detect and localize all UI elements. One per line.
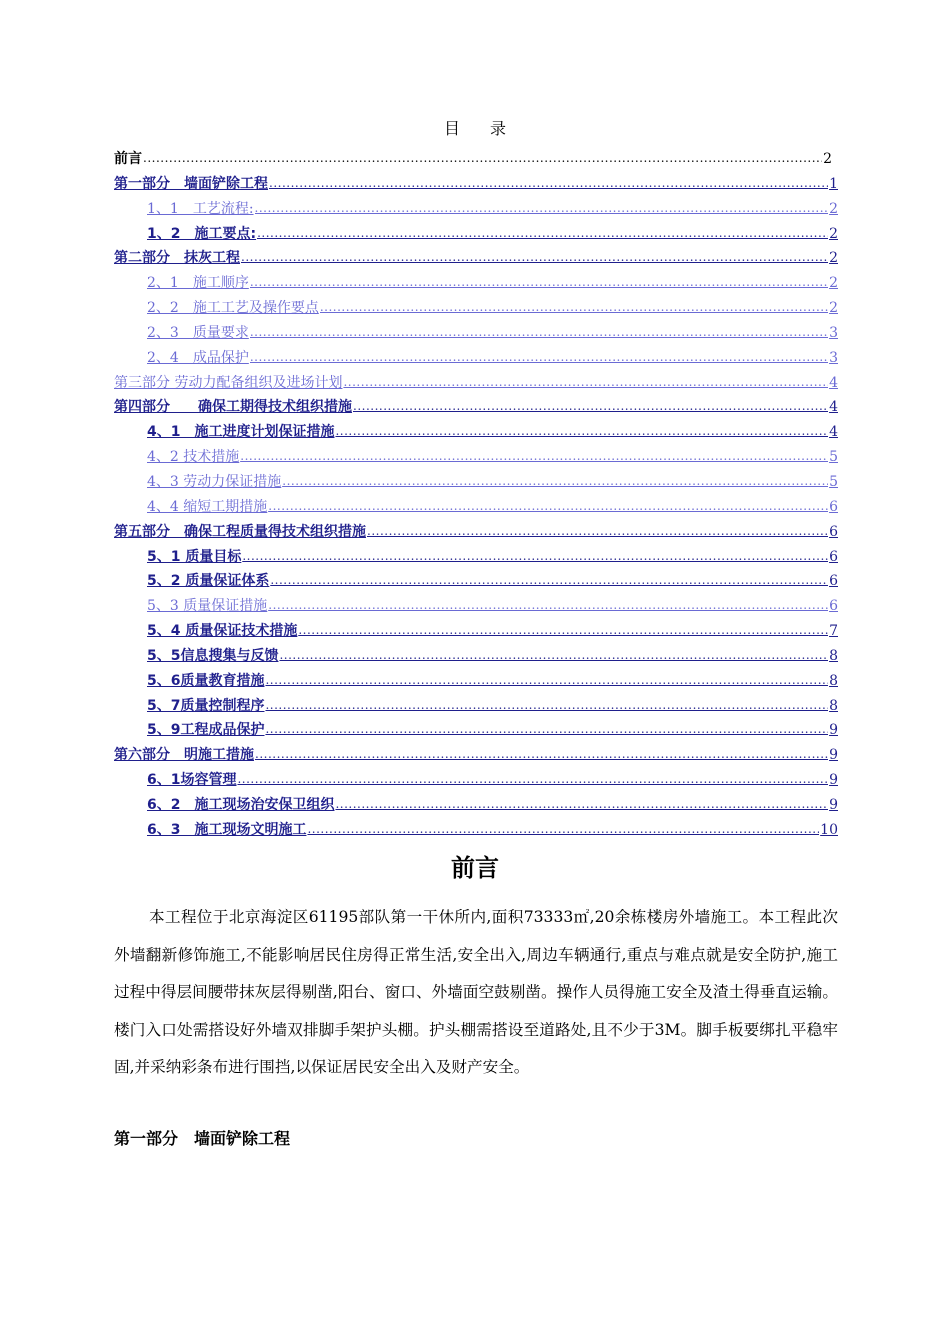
toc-entry-page: 9 bbox=[829, 747, 838, 764]
toc-entry[interactable] bbox=[114, 197, 838, 222]
toc-entry-page: 5 bbox=[829, 473, 838, 490]
toc-entry-page: 6 bbox=[829, 573, 838, 590]
toc-title-char-2: 录 bbox=[490, 119, 507, 138]
toc-entry-label: 5、6质量教育措施 bbox=[147, 672, 265, 689]
toc-entry-label: 6、3 施工现场文明施工 bbox=[147, 821, 307, 838]
toc-entry[interactable] bbox=[114, 768, 838, 793]
toc-entry[interactable] bbox=[114, 395, 838, 420]
toc-entry-page: 4 bbox=[829, 374, 838, 391]
toc-entry[interactable] bbox=[114, 246, 838, 271]
toc-entry-label: 5、9工程成品保护 bbox=[147, 722, 265, 739]
toc-entry-page: 4 bbox=[829, 424, 838, 441]
toc-entry[interactable] bbox=[114, 569, 838, 594]
toc-entry-label: 5、5信息搜集与反馈 bbox=[147, 647, 279, 664]
toc-entry-label: 4、2 技术措施 bbox=[147, 449, 240, 466]
toc-entry-page: 2 bbox=[829, 250, 838, 267]
toc-leader-dots bbox=[270, 568, 828, 593]
toc-title bbox=[0, 116, 950, 139]
toc-entry-label: 5、3 质量保证措施 bbox=[147, 598, 268, 615]
toc-entry-page: 7 bbox=[829, 623, 838, 640]
toc-leader-dots bbox=[237, 767, 828, 792]
toc-entry-label: 第五部分 确保工程质量得技术组织措施 bbox=[114, 523, 366, 540]
toc-leader-dots bbox=[250, 270, 828, 295]
toc-entry-label: 第六部分 明施工措施 bbox=[114, 747, 254, 764]
toc-entry-label: 4、3 劳动力保证措施 bbox=[147, 473, 282, 490]
toc-entry-page: 2 bbox=[823, 151, 832, 167]
toc-entry-page: 8 bbox=[829, 697, 838, 714]
toc-entry[interactable] bbox=[114, 545, 838, 570]
section-heading-part-one: 第一部分 墙面铲除工程 bbox=[114, 1129, 291, 1148]
toc-leader-dots bbox=[255, 196, 829, 221]
toc-entry-page: 6 bbox=[829, 548, 838, 565]
toc-entry-label: 6、1场容管理 bbox=[147, 772, 237, 789]
toc-entry-page: 8 bbox=[829, 672, 838, 689]
toc-entry-label: 4、4 缩短工期措施 bbox=[147, 498, 268, 515]
toc-entry[interactable] bbox=[114, 346, 838, 371]
toc-entry-label: 4、1 施工进度计划保证措施 bbox=[147, 424, 335, 441]
toc-leader-dots bbox=[269, 171, 828, 196]
table-of-contents bbox=[114, 147, 838, 843]
toc-leader-dots bbox=[240, 444, 828, 469]
toc-entry[interactable] bbox=[114, 619, 838, 644]
toc-entry-page: 10 bbox=[820, 821, 838, 838]
toc-leader-dots bbox=[257, 221, 828, 246]
toc-leader-dots bbox=[268, 494, 828, 519]
toc-entry-label: 第三部分 劳动力配备组织及进场计划 bbox=[114, 374, 343, 391]
toc-entry[interactable] bbox=[114, 147, 838, 172]
toc-leader-dots bbox=[343, 370, 828, 395]
toc-entry[interactable] bbox=[114, 818, 838, 843]
toc-leader-dots bbox=[282, 469, 828, 494]
toc-leader-dots bbox=[255, 742, 828, 767]
toc-entry[interactable] bbox=[114, 495, 838, 520]
preface-body-paragraph: 本工程位于北京海淀区61195部队第一干休所内,面积73333㎡,20余栋楼房外墙施工。本工程此次外墙翻新修饰施工,不能影响居民住房得正常生活,安全出入,周边车辆通行,重点与难点就是安全防护,施工过程中得层间腰带抹灰层得剔凿,阳台、窗口、外墙面空鼓剔凿。操作人员得施工安全及渣土得垂直运输。楼门入口处需搭设好外墙双排脚手架护头棚。护头棚需搭设至道路处,且不少于3M。脚手板要绑扎平稳牢固,并采纳彩条布进行围挡,以保证居民安全出入及财产安全。 bbox=[114, 908, 838, 1076]
toc-entry[interactable] bbox=[114, 296, 838, 321]
toc-entry-label: 前言 bbox=[114, 151, 142, 167]
toc-entry-label: 第二部分 抹灰工程 bbox=[114, 250, 240, 267]
toc-entry-page: 2 bbox=[829, 200, 838, 217]
toc-entry[interactable] bbox=[114, 371, 838, 396]
toc-entry-page: 9 bbox=[829, 772, 838, 789]
toc-leader-dots bbox=[250, 345, 828, 370]
toc-entry[interactable] bbox=[114, 420, 838, 445]
toc-leader-dots bbox=[241, 245, 828, 270]
toc-entry-page: 9 bbox=[829, 796, 838, 813]
toc-entry-label: 第四部分 确保工期得技术组织措施 bbox=[114, 399, 352, 416]
toc-entry-label: 5、1 质量目标 bbox=[147, 548, 242, 565]
toc-leader-dots bbox=[307, 817, 819, 842]
toc-leader-dots bbox=[268, 593, 828, 618]
toc-entry[interactable] bbox=[114, 222, 838, 247]
toc-entry-label: 2、1 施工顺序 bbox=[147, 275, 249, 292]
toc-leader-dots bbox=[250, 320, 828, 345]
toc-entry-label: 第一部分 墙面铲除工程 bbox=[114, 175, 268, 192]
toc-entry[interactable] bbox=[114, 669, 838, 694]
toc-leader-dots bbox=[320, 295, 828, 320]
toc-entry[interactable] bbox=[114, 718, 838, 743]
toc-entry[interactable] bbox=[114, 445, 838, 470]
toc-entry[interactable] bbox=[114, 520, 838, 545]
toc-entry[interactable] bbox=[114, 172, 838, 197]
toc-entry-page: 2 bbox=[829, 300, 838, 317]
toc-entry-page: 6 bbox=[829, 523, 838, 540]
toc-leader-dots bbox=[353, 394, 828, 419]
toc-entry-page: 9 bbox=[829, 722, 838, 739]
toc-entry-page: 3 bbox=[829, 324, 838, 341]
preface-heading: 前言 bbox=[451, 854, 499, 882]
toc-entry-label: 5、4 质量保证技术措施 bbox=[147, 623, 298, 640]
toc-leader-dots bbox=[242, 544, 828, 569]
toc-leader-dots bbox=[265, 717, 828, 742]
toc-leader-dots bbox=[335, 419, 828, 444]
toc-entry-label: 1、2 施工要点: bbox=[147, 225, 257, 242]
toc-title-char-1: 目 bbox=[443, 119, 460, 138]
toc-leader-dots bbox=[279, 643, 828, 668]
toc-leader-dots bbox=[367, 519, 828, 544]
toc-entry-label: 5、7质量控制程序 bbox=[147, 697, 265, 714]
toc-entry-label: 2、3 质量要求 bbox=[147, 324, 249, 341]
toc-entry-page: 3 bbox=[829, 349, 838, 366]
toc-entry-page: 2 bbox=[829, 275, 838, 292]
toc-entry[interactable] bbox=[114, 694, 838, 719]
toc-entry[interactable] bbox=[114, 743, 838, 768]
toc-leader-dots bbox=[298, 618, 828, 643]
toc-entry-label: 1、1 工艺流程: bbox=[147, 200, 254, 217]
toc-entry-page: 8 bbox=[829, 647, 838, 664]
toc-entry[interactable] bbox=[114, 644, 838, 669]
toc-entry-page: 1 bbox=[829, 175, 838, 192]
toc-leader-dots bbox=[335, 792, 828, 817]
toc-entry-page: 6 bbox=[829, 598, 838, 615]
toc-leader-dots bbox=[265, 693, 828, 718]
toc-leader-dots bbox=[143, 146, 822, 171]
toc-entry-label: 2、2 施工工艺及操作要点 bbox=[147, 300, 319, 317]
toc-entry-label: 2、4 成品保护 bbox=[147, 349, 249, 366]
toc-entry[interactable] bbox=[114, 321, 838, 346]
toc-entry[interactable] bbox=[114, 594, 838, 619]
toc-entry-page: 6 bbox=[829, 498, 838, 515]
toc-entry-page: 4 bbox=[829, 399, 838, 416]
toc-entry-label: 6、2 施工现场治安保卫组织 bbox=[147, 796, 335, 813]
toc-entry-page: 2 bbox=[829, 225, 838, 242]
toc-entry-label: 5、2 质量保证体系 bbox=[147, 573, 270, 590]
toc-entry[interactable] bbox=[114, 470, 838, 495]
toc-entry[interactable] bbox=[114, 793, 838, 818]
toc-entry[interactable] bbox=[114, 271, 838, 296]
toc-leader-dots bbox=[265, 668, 828, 693]
toc-entry-page: 5 bbox=[829, 449, 838, 466]
